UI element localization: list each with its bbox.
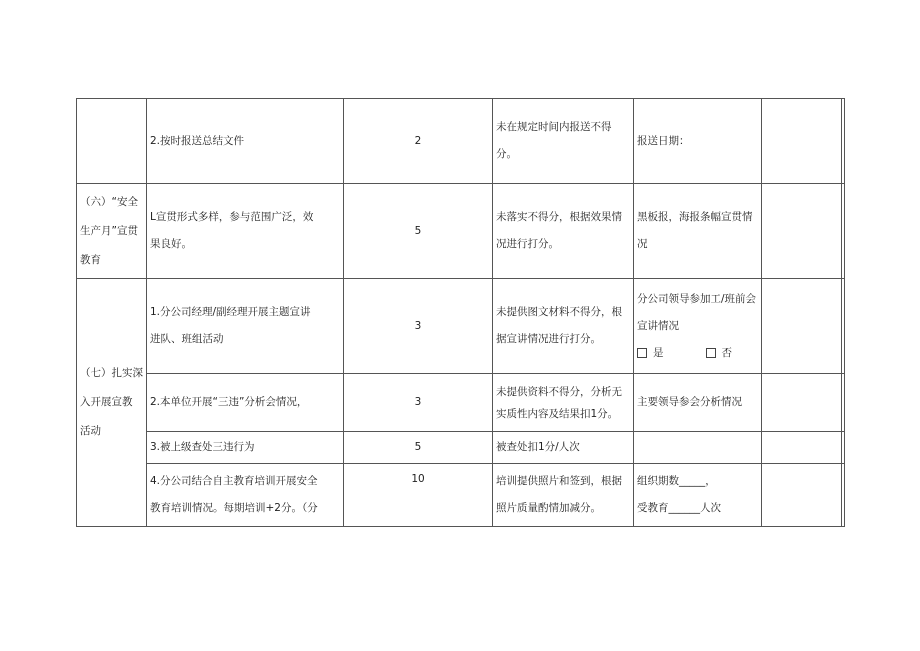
- blank-cell: [762, 464, 842, 527]
- evidence-cell: 黑板报，海报条幅宣贯情 况: [634, 184, 762, 279]
- item-cell: 2.本单位开展“三违”分析会情况，: [147, 374, 344, 432]
- category-cell: （七）扎实深 入开展宣教 活动: [77, 279, 147, 527]
- score-cell: 3: [344, 374, 493, 432]
- rule-cell: 未落实不得分，根据效果情 况进行打分。: [493, 184, 634, 279]
- blank-cell: [762, 184, 842, 279]
- item-cell: 1.分公司经理/副经理开展主题宣讲 进队、班组活动: [147, 279, 344, 374]
- table-row: [77, 432, 845, 464]
- blank-cell: [842, 184, 845, 279]
- blank-cell: [842, 374, 845, 432]
- rule-cell: 培训提供照片和签到，根据 照片质量酌情加减分。: [493, 464, 634, 527]
- item-cell: 2.按时报送总结文件: [147, 99, 344, 184]
- blank-cell: [842, 99, 845, 184]
- category-cell: （六）“安全 生产月”宣贯 教育: [77, 184, 147, 279]
- score-cell: 3: [344, 279, 493, 374]
- rule-cell: 未提供资料不得分，分析无 实质性内容及结果扣1分。: [493, 374, 634, 432]
- table-row: [77, 374, 845, 432]
- assessment-table: [76, 98, 845, 527]
- table-row: [77, 184, 845, 279]
- evidence-cell: 报送日期：: [634, 99, 762, 184]
- table-row: [77, 464, 845, 527]
- item-cell: 4.分公司结合自主教育培训开展安全 教育培训情况。每期培训+2分。（分: [147, 464, 344, 527]
- blank-cell: [842, 432, 845, 464]
- score-cell: 2: [344, 99, 493, 184]
- evidence-cell: 分公司领导参加工/班前会 宣讲情况 是 否: [634, 279, 762, 374]
- evidence-cell: 组织期数_____， 受教育______人次: [634, 464, 762, 527]
- blank-cell: [762, 374, 842, 432]
- evidence-cell: [634, 432, 762, 464]
- blank-cell: [762, 432, 842, 464]
- yes-no-options: 是 否: [637, 340, 758, 367]
- item-cell: L宣贯形式多样，参与范围广泛，效 果良好。: [147, 184, 344, 279]
- rule-cell: 被查处扣1分/人次: [493, 432, 634, 464]
- score-cell: 5: [344, 184, 493, 279]
- blank-cell: [762, 279, 842, 374]
- table-row: [77, 99, 845, 184]
- score-cell: 5: [344, 432, 493, 464]
- evidence-cell: 主要领导参会分析情况: [634, 374, 762, 432]
- rule-cell: 未提供图文材料不得分，根 据宣讲情况进行打分。: [493, 279, 634, 374]
- rule-cell: 未在规定时间内报送不得 分。: [493, 99, 634, 184]
- blank-cell: [762, 99, 842, 184]
- score-cell: 10: [344, 464, 493, 527]
- checkbox-yes[interactable]: [637, 348, 647, 358]
- blank-cell: [842, 279, 845, 374]
- checkbox-no[interactable]: [706, 348, 716, 358]
- category-cell-empty: [77, 99, 147, 184]
- blank-cell: [842, 464, 845, 527]
- item-cell: 3.被上级查处三违行为: [147, 432, 344, 464]
- table-row: [77, 279, 845, 374]
